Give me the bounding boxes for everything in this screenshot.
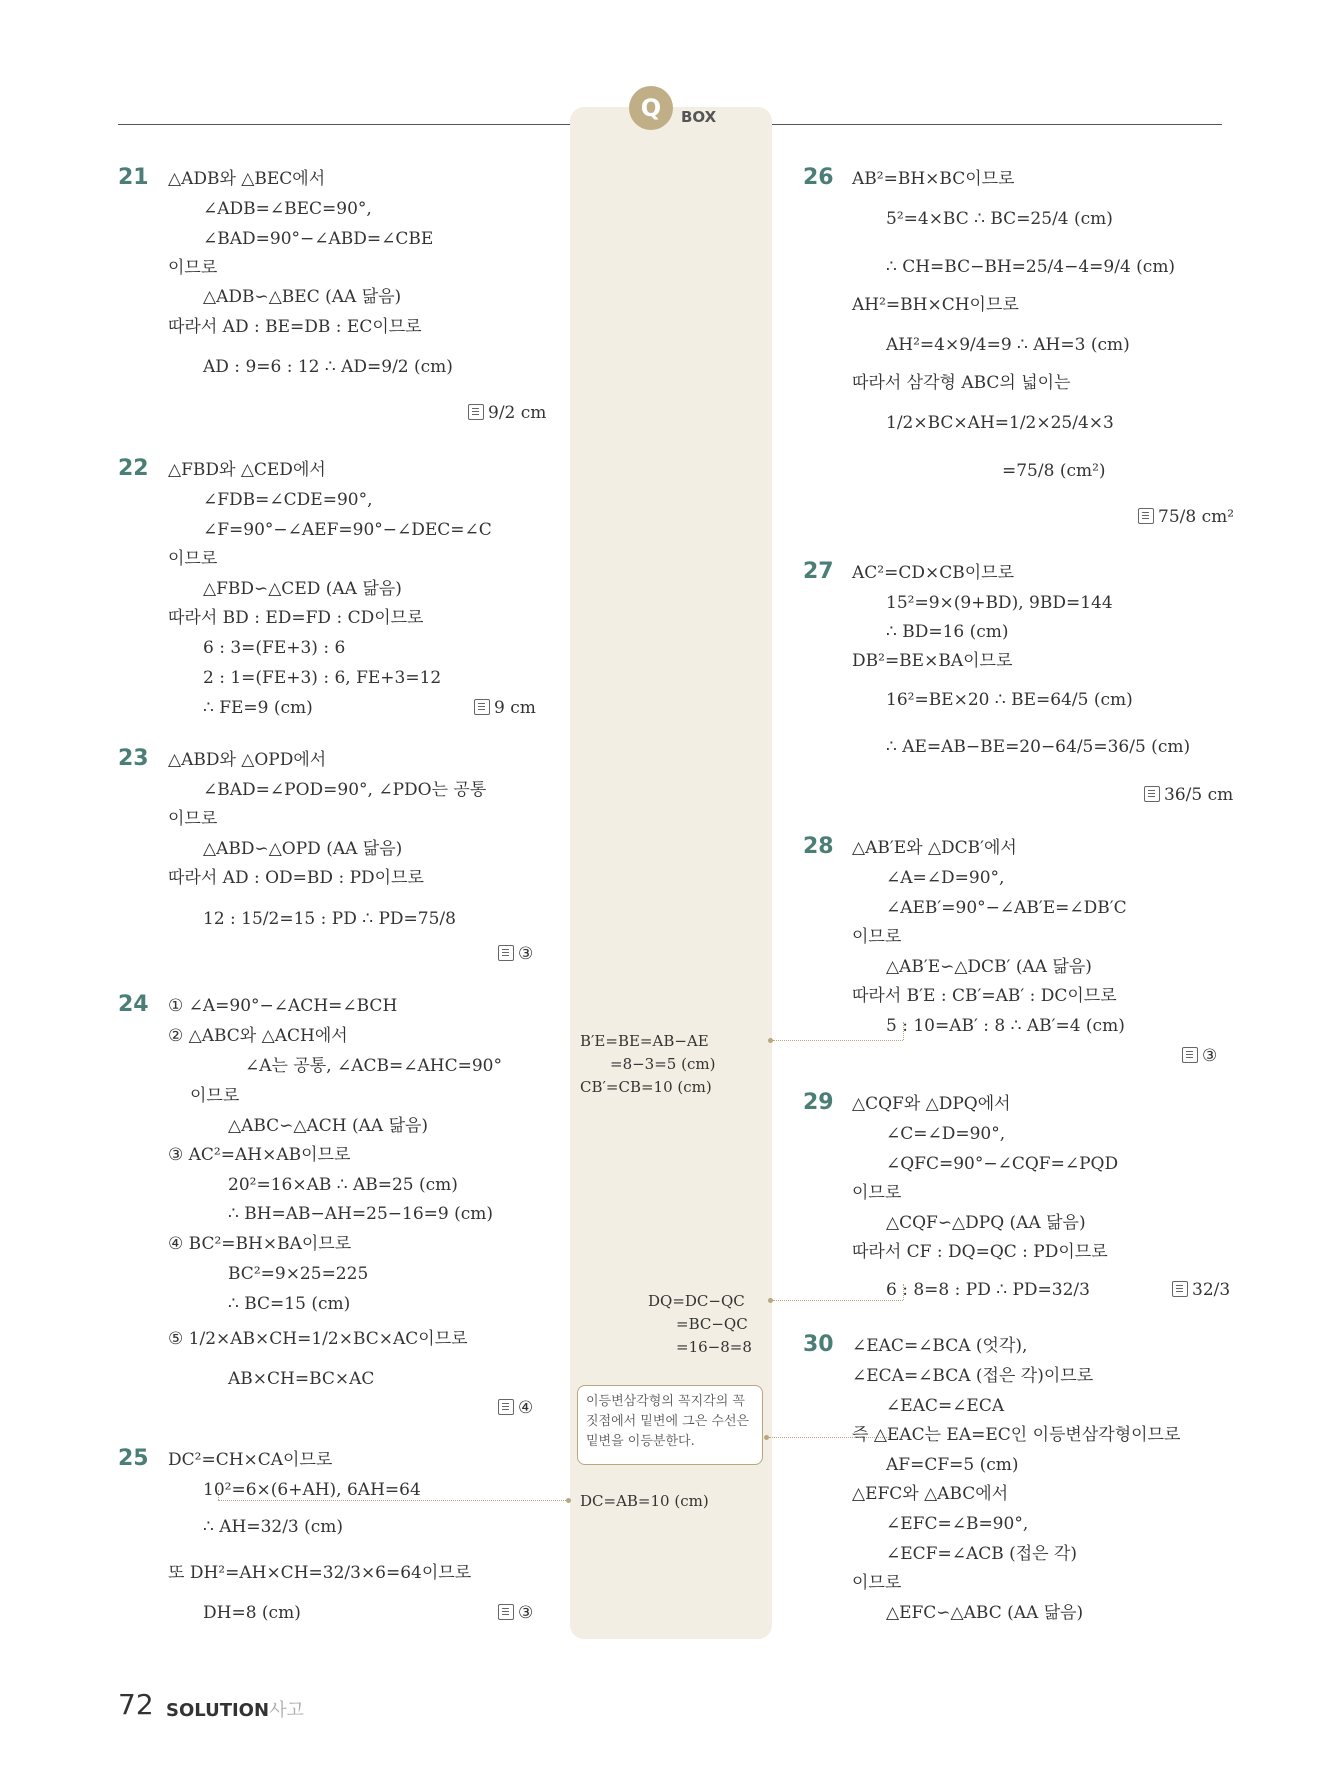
answer-icon: [468, 404, 484, 420]
solution-line: 또 DH²=AH×CH=32/3×6=64이므로: [168, 1563, 472, 1583]
solution-line: △AB′E와 △DCB′에서: [852, 838, 1017, 858]
solution-line: ② △ABC와 △ACH에서: [168, 1026, 348, 1046]
solution-line: ∠A는 공통, ∠ACB=∠AHC=90°: [245, 1056, 502, 1076]
solution-line: 따라서 B′E : CB′=AB′ : DC이므로: [852, 986, 1117, 1006]
footer-label: SOLUTION사고: [166, 1700, 304, 1721]
solution-line: △FBD∽△CED (AA 닮음): [203, 579, 402, 599]
solution-line: ③ AC²=AH×AB이므로: [168, 1145, 351, 1165]
solution-line: △ABC∽△ACH (AA 닮음): [228, 1116, 429, 1136]
problem-number: 30: [803, 1332, 834, 1357]
solution-line: 이므로: [852, 1183, 902, 1203]
solution-line: DB²=BE×BA이므로: [852, 651, 1013, 671]
answer-icon: [474, 699, 490, 715]
answer: 36/5 cm: [1144, 784, 1233, 806]
solution-line: ∠EAC=∠BCA (엇각),: [852, 1336, 1028, 1356]
problem-number: 28: [803, 834, 834, 859]
solution-line: △FBD와 △CED에서: [168, 460, 326, 480]
answer-icon: [498, 1399, 514, 1415]
solution-line: AC²=CD×CB이므로: [852, 563, 1014, 583]
problem-number: 23: [118, 746, 149, 771]
solution-line: AD : 9=6 : 12 ∴ AD=9/2 (cm): [203, 357, 453, 377]
solution-line: AB²=BH×BC이므로: [852, 169, 1015, 189]
page-number: 72: [118, 1688, 154, 1721]
problem-number: 21: [118, 165, 149, 190]
solution-line: ∠ECA=∠BCA (접은 각)이므로: [852, 1366, 1094, 1386]
solution-line: ∠BAD=∠POD=90°, ∠PDO는 공통: [203, 780, 487, 800]
solution-line: ∠EAC=∠ECA: [886, 1396, 1005, 1416]
solution-line: ∠FDB=∠CDE=90°,: [203, 490, 373, 510]
solution-line: △EFC와 △ABC에서: [852, 1484, 1009, 1504]
solution-line: BC²=9×25=225: [228, 1264, 369, 1284]
solution-line: 이므로: [190, 1086, 240, 1106]
solution-line: 따라서 AD : BE=DB : EC이므로: [168, 317, 422, 337]
solution-line: 15²=9×(9+BD), 9BD=144: [886, 593, 1113, 613]
box-note: B′E=BE=AB−AE: [580, 1032, 709, 1050]
solution-line: ∠AEB′=90°−∠AB′E=∠DB′C: [886, 898, 1127, 918]
solution-line: ④ BC²=BH×BA이므로: [168, 1234, 352, 1254]
solution-line: 2 : 1=(FE+3) : 6, FE+3=12: [203, 668, 442, 688]
solution-line: AB×CH=BC×AC: [228, 1369, 375, 1389]
problem-number: 29: [803, 1090, 834, 1115]
answer: 9 cm: [474, 697, 536, 719]
answer: 32/3: [1172, 1279, 1230, 1301]
box-label: BOX: [681, 108, 717, 126]
solution-line: 6 : 8=8 : PD ∴ PD=32/3: [886, 1280, 1090, 1300]
solution-line: DH=8 (cm): [203, 1603, 301, 1623]
solution-line: △ABD∽△OPD (AA 닮음): [203, 839, 403, 859]
answer-icon: [1172, 1281, 1188, 1297]
connector-line: [773, 1300, 903, 1301]
answer: 9/2 cm: [468, 402, 546, 424]
problem-number: 25: [118, 1446, 149, 1471]
answer: ③: [1182, 1045, 1217, 1067]
solution-line: DC²=CH×CA이므로: [168, 1450, 333, 1470]
solution-line: 16²=BE×20 ∴ BE=64/5 (cm): [886, 690, 1133, 710]
solution-line: 6 : 3=(FE+3) : 6: [203, 638, 346, 658]
connector-line: [218, 1490, 219, 1500]
solution-line: 따라서 BD : ED=FD : CD이므로: [168, 608, 424, 628]
solution-line: ∠ECF=∠ACB (접은 각): [886, 1544, 1078, 1564]
connector-line: [218, 1500, 566, 1501]
solution-line: 따라서 삼각형 ABC의 넓이는: [852, 373, 1071, 393]
solution-line: 이므로: [168, 809, 218, 829]
solution-line: ∴ AH=32/3 (cm): [203, 1517, 344, 1537]
solution-line: ∠EFC=∠B=90°,: [886, 1514, 1029, 1534]
box-note: CB′=CB=10 (cm): [580, 1078, 712, 1096]
answer-icon: [498, 1604, 514, 1620]
connector-dot: [566, 1498, 571, 1503]
answer: ③: [498, 943, 533, 965]
solution-line: △ADB∽△BEC (AA 닮음): [203, 287, 402, 307]
problem-number: 26: [803, 165, 834, 190]
box-note: DQ=DC−QC: [648, 1292, 745, 1310]
solution-line: ∠QFC=90°−∠CQF=∠PQD: [886, 1154, 1119, 1174]
solution-line: ∠F=90°−∠AEF=90°−∠DEC=∠C: [203, 520, 492, 540]
problem-number: 22: [118, 456, 149, 481]
answer-icon: [1138, 508, 1154, 524]
solution-line: 5²=4×BC ∴ BC=25/4 (cm): [886, 209, 1113, 229]
answer: 75/8 cm²: [1138, 506, 1234, 528]
solution-line: △EFC∽△ABC (AA 닮음): [886, 1603, 1084, 1623]
solution-line: =75/8 (cm²): [1002, 461, 1106, 481]
solution-line: ① ∠A=90°−∠ACH=∠BCH: [168, 996, 398, 1016]
solution-line: ∠A=∠D=90°,: [886, 868, 1005, 888]
solution-line: ∴ FE=9 (cm): [203, 698, 313, 718]
solution-line: ∠ADB=∠BEC=90°,: [203, 199, 372, 219]
solution-line: 12 : 15/2=15 : PD ∴ PD=75/8: [203, 909, 456, 929]
answer: ④: [498, 1397, 533, 1419]
solution-line: 10²=6×(6+AH), 6AH=64: [203, 1480, 421, 1500]
solution-line: △AB′E∽△DCB′ (AA 닮음): [886, 957, 1092, 977]
solution-line: ∴ AE=AB−BE=20−64/5=36/5 (cm): [886, 737, 1191, 757]
solution-line: AH²=BH×CH이므로: [852, 295, 1019, 315]
answer-icon: [498, 945, 514, 961]
solution-line: △ABD와 △OPD에서: [168, 750, 327, 770]
solution-line: 20²=16×AB ∴ AB=25 (cm): [228, 1175, 458, 1195]
solution-line: AF=CF=5 (cm): [886, 1455, 1019, 1475]
problem-number: 27: [803, 559, 834, 584]
solution-line: 이므로: [852, 1573, 902, 1593]
box-note: =16−8=8: [676, 1338, 752, 1356]
solution-line: △ADB와 △BEC에서: [168, 169, 326, 189]
box-note: DC=AB=10 (cm): [580, 1492, 709, 1510]
connector-line: [773, 1040, 903, 1041]
answer: ③: [498, 1602, 533, 1624]
solution-line: 이므로: [168, 549, 218, 569]
solution-line: ∴ BH=AB−AH=25−16=9 (cm): [228, 1204, 494, 1224]
solution-line: ∠BAD=90°−∠ABD=∠CBE: [203, 229, 434, 249]
solution-line: ∴ CH=BC−BH=25/4−4=9/4 (cm): [886, 257, 1176, 277]
solution-line: 따라서 AD : OD=BD : PD이므로: [168, 868, 424, 888]
solution-line: ∴ BD=16 (cm): [886, 622, 1009, 642]
solution-line: △CQF와 △DPQ에서: [852, 1094, 1011, 1114]
solution-line: 5 : 10=AB′ : 8 ∴ AB′=4 (cm): [886, 1016, 1125, 1036]
solution-line: 즉 △EAC는 EA=EC인 이등변삼각형이므로: [852, 1425, 1181, 1445]
box-note: =8−3=5 (cm): [610, 1055, 716, 1073]
solution-line: 1/2×BC×AH=1/2×25/4×3: [886, 413, 1114, 433]
callout-note: 이등변삼각형의 꼭지각의 꼭짓점에서 밑변에 그은 수선은 밑변을 이등분한다.: [577, 1385, 763, 1465]
answer-icon: [1144, 786, 1160, 802]
q-badge: Q: [629, 86, 673, 130]
solution-line: 따라서 CF : DQ=QC : PD이므로: [852, 1242, 1108, 1262]
solution-line: 이므로: [168, 258, 218, 278]
solution-line: AH²=4×9/4=9 ∴ AH=3 (cm): [886, 335, 1130, 355]
problem-number: 24: [118, 992, 149, 1017]
box-note: =BC−QC: [676, 1315, 748, 1333]
solution-line: ⑤ 1/2×AB×CH=1/2×BC×AC이므로: [168, 1329, 468, 1349]
solution-line: ∴ BC=15 (cm): [228, 1294, 351, 1314]
answer-icon: [1182, 1047, 1198, 1063]
solution-line: ∠C=∠D=90°,: [886, 1124, 1006, 1144]
solution-line: △CQF∽△DPQ (AA 닮음): [886, 1213, 1086, 1233]
solution-line: 이므로: [852, 927, 902, 947]
